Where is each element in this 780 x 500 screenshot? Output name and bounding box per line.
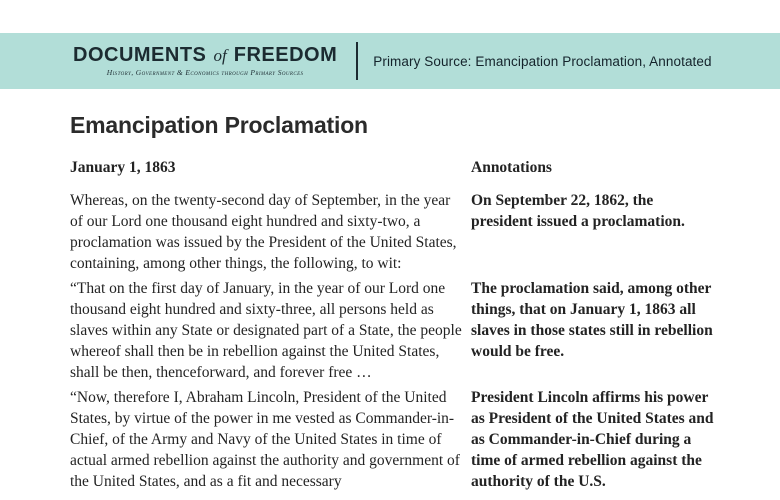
logo-word-freedom: FREEDOM: [233, 44, 338, 66]
annotation-paragraph: On September 22, 1862, the president issued a proclamation.: [471, 192, 685, 230]
document-date: January 1, 1863: [70, 159, 176, 176]
annotation-paragraph: The proclamation said, among other things, that on January 1, 1863 all slaves in those states still in rebellion would be free.: [471, 280, 713, 360]
logo-word-documents: DOCUMENTS: [73, 44, 207, 66]
annotation-paragraph: President Lincoln affirms his power as President of the United States and as Commander-in-Chief during a time of armed rebellion against the authority of the U.S.: [471, 389, 714, 490]
header-band: [0, 33, 780, 89]
annotations-header: Annotations: [471, 159, 552, 176]
header-subtitle: Primary Source: Emancipation Proclamation, Annotated: [373, 53, 712, 69]
source-paragraph: Whereas, on the twenty-second day of September, in the year of our Lord one thousand eight hundred and sixty-two, a proclamation was issued by the President of the United States, containing, among other things, the following, to wit:: [70, 192, 457, 272]
logo-word-of: of: [213, 46, 227, 65]
document-columns: [70, 157, 718, 492]
header-divider: [356, 42, 358, 80]
source-paragraph: “Now, therefore I, Abraham Lincoln, President of the United States, by virtue of the power in me vested as Commander-in-Chief, of the Army and Navy of the United States in time of actual armed rebellion against the authority and government of the United States, and as a fit and necessary: [70, 389, 460, 490]
logo-tagline: History, Government & Economics through Primary Sources: [106, 68, 304, 77]
logo-title: [73, 45, 337, 65]
document-title: Emancipation Proclamation: [70, 112, 368, 138]
document: [70, 111, 718, 492]
documents-of-freedom-logo: [73, 45, 337, 77]
source-paragraph: “That on the first day of January, in the year of our Lord one thousand eight hundred and sixty-three, all persons held as slaves within any State or designated part of a State, the people whereof shall then be in rebellion against the United States, shall be then, thenceforward, and forever free …: [70, 280, 462, 381]
